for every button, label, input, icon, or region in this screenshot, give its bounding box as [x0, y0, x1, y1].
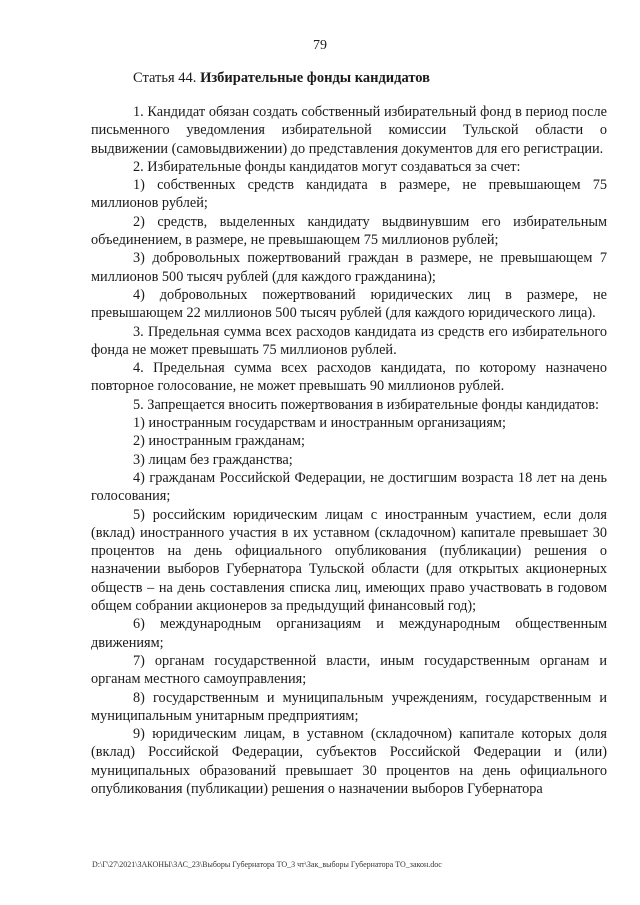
list-item: 9) юридическим лицам, в уставном (складочном) капитале которых доля (вклад) Российской Федерации, субъектов Российской Федерации и (или) муниципальных образований превышает 30 процентов на день официального опубликования (публикации) решения о назначении выборов Губернатора [91, 726, 607, 797]
list-item: 6) международным организациям и международным общественным движениям; [91, 616, 607, 651]
paragraph: 5. Запрещается вносить пожертвования в избирательные фонды кандидатов: [133, 396, 599, 413]
list-item: 2) средств, выделенных кандидату выдвинувшим его избирательным объединением, в размере, не превышающем 75 миллионов рублей; [91, 213, 607, 249]
list-item: 8) государственным и муниципальным учреждениям, государственным и муниципальным унитарным предприятиям; [91, 689, 607, 724]
list-item: 3) добровольных пожертвований граждан в размере, не превышающем 7 миллионов 500 тысяч рублей (для каждого гражданина); [91, 250, 607, 285]
list-item: 5) российским юридическим лицам с иностранным участием, если доля (вклад) иностранного участия в их уставном (складочном) капитале превышает 30 процентов на день официального опубликования (публикации) решения о назначении выборов Губернатора Тульской области (для открытых акционерных обществ – на день составления списка лиц, имеющих право участвовать в годовом общем собрании акционеров за предыдущий финансовый год); [91, 506, 607, 615]
list-item: 3) лицам без гражданства; [133, 451, 293, 468]
paragraph: 3. Предельная сумма всех расходов кандидата из средств его избирательного фонда не может превышать 75 миллионов рублей. [91, 323, 607, 358]
list-item: 4) гражданам Российской Федерации, не достигшим возраста 18 лет на день голосования; [91, 469, 607, 505]
page-number: 79 [313, 38, 327, 53]
article-heading [133, 70, 430, 87]
list-item: 4) добровольных пожертвований юридических лиц в размере, не превышающем 22 миллионов 500 тысяч рублей (для каждого юридического лица). [91, 286, 607, 322]
list-item: 7) органам государственной власти, иным государственным органам и органам местного самоуправления; [91, 652, 607, 688]
article-title: Избирательные фонды кандидатов [200, 70, 431, 86]
list-item: 1) собственных средств кандидата в размере, не превышающем 75 миллионов рублей; [91, 177, 607, 212]
paragraph: 2. Избирательные фонды кандидатов могут создаваться за счет: [133, 158, 521, 175]
paragraph: 1. Кандидат обязан создать собственный избирательный фонд в период после письменного уведомления избирательной комиссии Тульской области о выдвижении (самовыдвижении) до представления документов для его регистрации. [91, 104, 607, 157]
article-body [91, 103, 607, 798]
list-item: 2) иностранным гражданам; [133, 433, 305, 450]
paragraph: 4. Предельная сумма всех расходов кандидата, по которому назначено повторное голосование, не может превышать 90 миллионов рублей. [91, 360, 607, 395]
footer-file-path: D:\Г\27\2021\ЗАКОНЫ\ЗАС_23\Выборы Губернатора ТО_3 чт\Зак_выборы Губернатора ТО_закон.doc [92, 860, 442, 869]
article-label: Статья 44. [133, 70, 197, 86]
list-item: 1) иностранным государствам и иностранным организациям; [133, 415, 506, 432]
